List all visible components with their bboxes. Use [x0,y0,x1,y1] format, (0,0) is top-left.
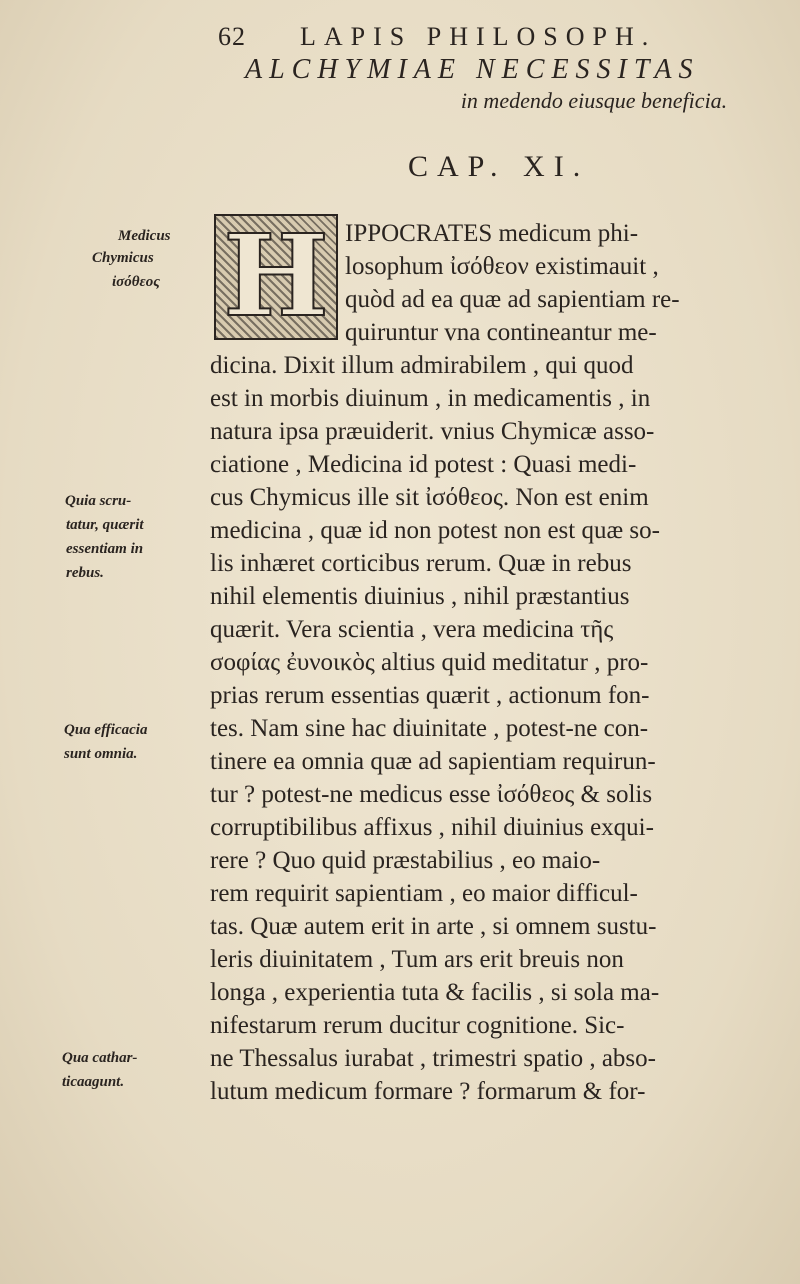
drop-cap-letter: H [223,211,329,342]
margin-note: tatur, quærit [66,517,144,533]
body-line: cus Chymicus ille sit ἰσόθεος. Non est enim [210,484,649,511]
body-line: natura ipsa præuiderit. vnius Chymicæ asso- [210,418,655,445]
margin-note: Quia scru- [65,493,132,509]
body-line: ciatione , Medicina id potest : Quasi medi- [210,451,637,478]
body-line: tes. Nam sine hac diuinitate , potest-ne con- [210,715,649,742]
body-line: medicina , quæ id non potest non est quæ so- [210,517,660,544]
body-line: quærit. Vera scientia , vera medicina τῆς [210,616,614,643]
page-header [0,22,800,56]
chapter-heading: ALCHYMIAE NECESSITAS [245,54,700,85]
running-head: LAPIS PHILOSOPH. [300,22,657,51]
body-line: est in morbis diuinum , in medicamentis , in [210,385,651,412]
margin-note: sunt omnia. [64,746,138,762]
body-line: rem requirit sapientiam , eo maior difficul- [210,880,638,907]
margin-note: Medicus [118,228,171,244]
body-line: corruptibilibus affixus , nihil diuinius exqui- [210,814,654,841]
page-number: 62 [218,22,246,51]
body-line: losophum ἰσόθεον existimauit , [345,253,659,280]
body-line: quòd ad ea quæ ad sapientiam re- [345,286,680,313]
body-line: tinere ea omnia quæ ad sapientiam requirun- [210,748,656,775]
drop-cap-initial [214,211,338,342]
body-line: IPPOCRATES medicum phi- [345,220,639,247]
chapter-number: CAP. XI. [408,150,590,183]
body-line: quiruntur vna contineantur me- [345,319,657,346]
body-line: leris diuinitatem , Tum ars erit breuis non [210,946,624,973]
margin-note: essentiam in [66,541,144,557]
body-line: tur ? potest-ne medicus esse ἰσόθεος & solis [210,781,653,808]
margin-note: rebus. [66,565,104,581]
body-line: longa , experientia tuta & facilis , si sola ma- [210,979,660,1006]
body-line: lis inhæret corticibus rerum. Quæ in rebus [210,550,632,577]
margin-note: ἰσόθεος [112,274,160,290]
body-line: nifestarum rerum ducitur cognitione. Sic- [210,1012,625,1039]
chapter-subheading: in medendo eiusque beneficia. [460,88,728,113]
body-line: prias rerum essentias quærit , actionum fon- [210,682,650,709]
body-line: nihil elementis diuinius , nihil præstantius [210,583,630,610]
body-line: ne Thessalus iurabat , trimestri spatio , abso- [210,1045,656,1072]
margin-note: Qua efficacia [64,722,148,738]
body-line: tas. Quæ autem erit in arte , si omnem sustu- [210,913,657,940]
body-line: lutum medicum formare ? formarum & for- [210,1078,646,1105]
body-line: σοφίας ἐυνοικὸς altius quid meditatur , pro- [210,649,649,676]
margin-note: Chymicus [92,250,154,266]
margin-note: ticaagunt. [62,1074,125,1090]
body-line: rere ? Quo quid præstabilius , eo maio- [210,847,601,874]
margin-note: Qua cathar- [62,1050,138,1066]
body-line: dicina. Dixit illum admirabilem , qui quod [210,352,634,379]
